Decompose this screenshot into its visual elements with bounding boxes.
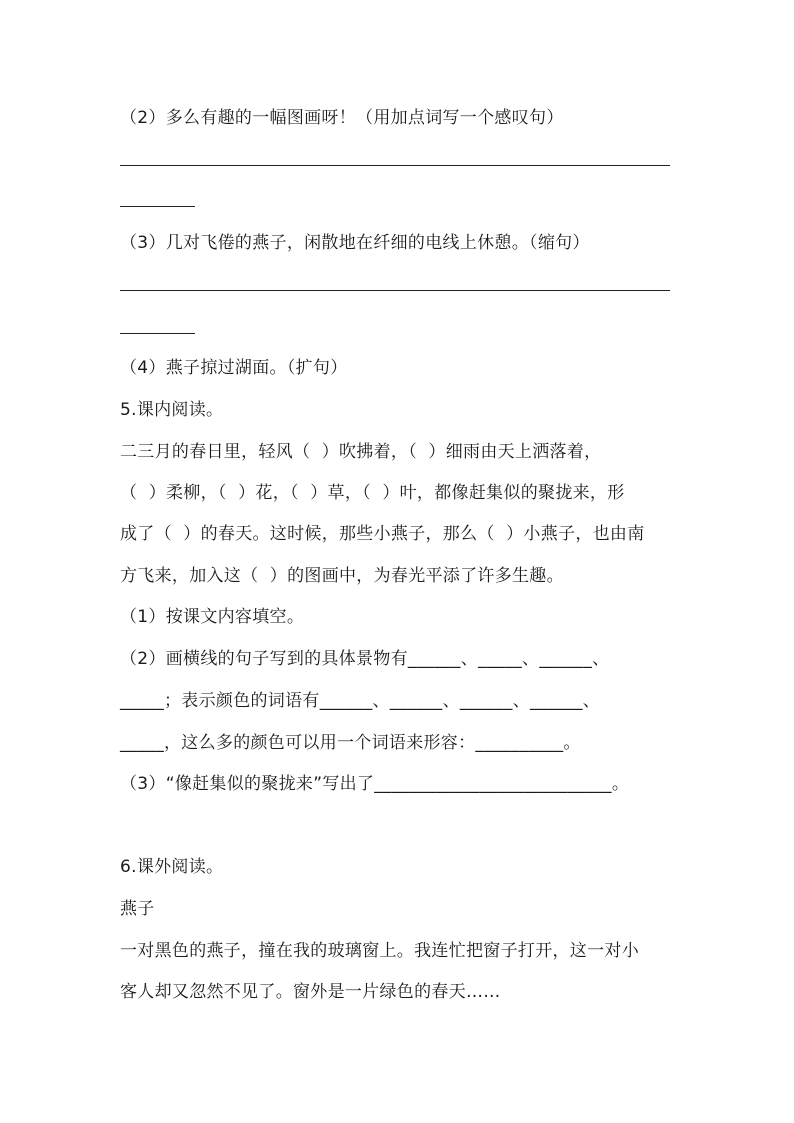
answer-line-continuation[interactable] [120, 333, 195, 334]
passage-line: 方飞来，加入这（ ）的图画中，为春光平添了许多生趣。 [120, 566, 564, 586]
question-5-sub-3: （3）“像赶集似的聚拢来”写出了___________________________。 [120, 774, 630, 794]
question-4-item-2: （2）多么有趣的一幅图画呀！（用加点词写一个感叹句） [120, 108, 564, 128]
passage-line: （ ）柔柳，（ ）花，（ ）草，（ ）叶，都像赶集似的聚拢来，形 [120, 483, 625, 503]
question-5-sub-2: （2）画横线的句子写到的具体景物有______、_____、______、 [120, 649, 610, 669]
question-5-sub-2-cont: _____，这么多的颜色可以用一个词语来形容：__________。 [120, 733, 581, 753]
answer-line-continuation[interactable] [120, 206, 195, 207]
question-5-sub-1: （1）按课文内容填空。 [120, 607, 305, 627]
question-6-title: 6.课外阅读。 [120, 857, 224, 877]
answer-line[interactable] [120, 290, 670, 291]
answer-line[interactable] [120, 165, 670, 166]
question-4-item-4: （4）燕子掠过湖面。（扩句） [120, 358, 348, 378]
passage-line: 一对黑色的燕子，撞在我的玻璃窗上。我连忙把窗子打开，这一对小 [120, 941, 639, 961]
passage-line: 成了（ ）的春天。这时候，那些小燕子，那么（ ）小燕子，也由南 [120, 524, 645, 544]
question-5-title: 5.课内阅读。 [120, 400, 224, 420]
passage-line: 二三月的春日里，轻风（ ）吹拂着，（ ）细雨由天上洒落着， [120, 442, 602, 462]
question-5-sub-2-cont: _____；表示颜色的词语有______、______、______、______、 [120, 691, 601, 711]
passage-line: 客人却又忽然不见了。窗外是一片绿色的春天…… [120, 982, 501, 1002]
question-4-item-3: （3）几对飞倦的燕子，闲散地在纤细的电线上休憩。（缩句） [120, 233, 590, 253]
story-title: 燕子 [120, 899, 155, 919]
